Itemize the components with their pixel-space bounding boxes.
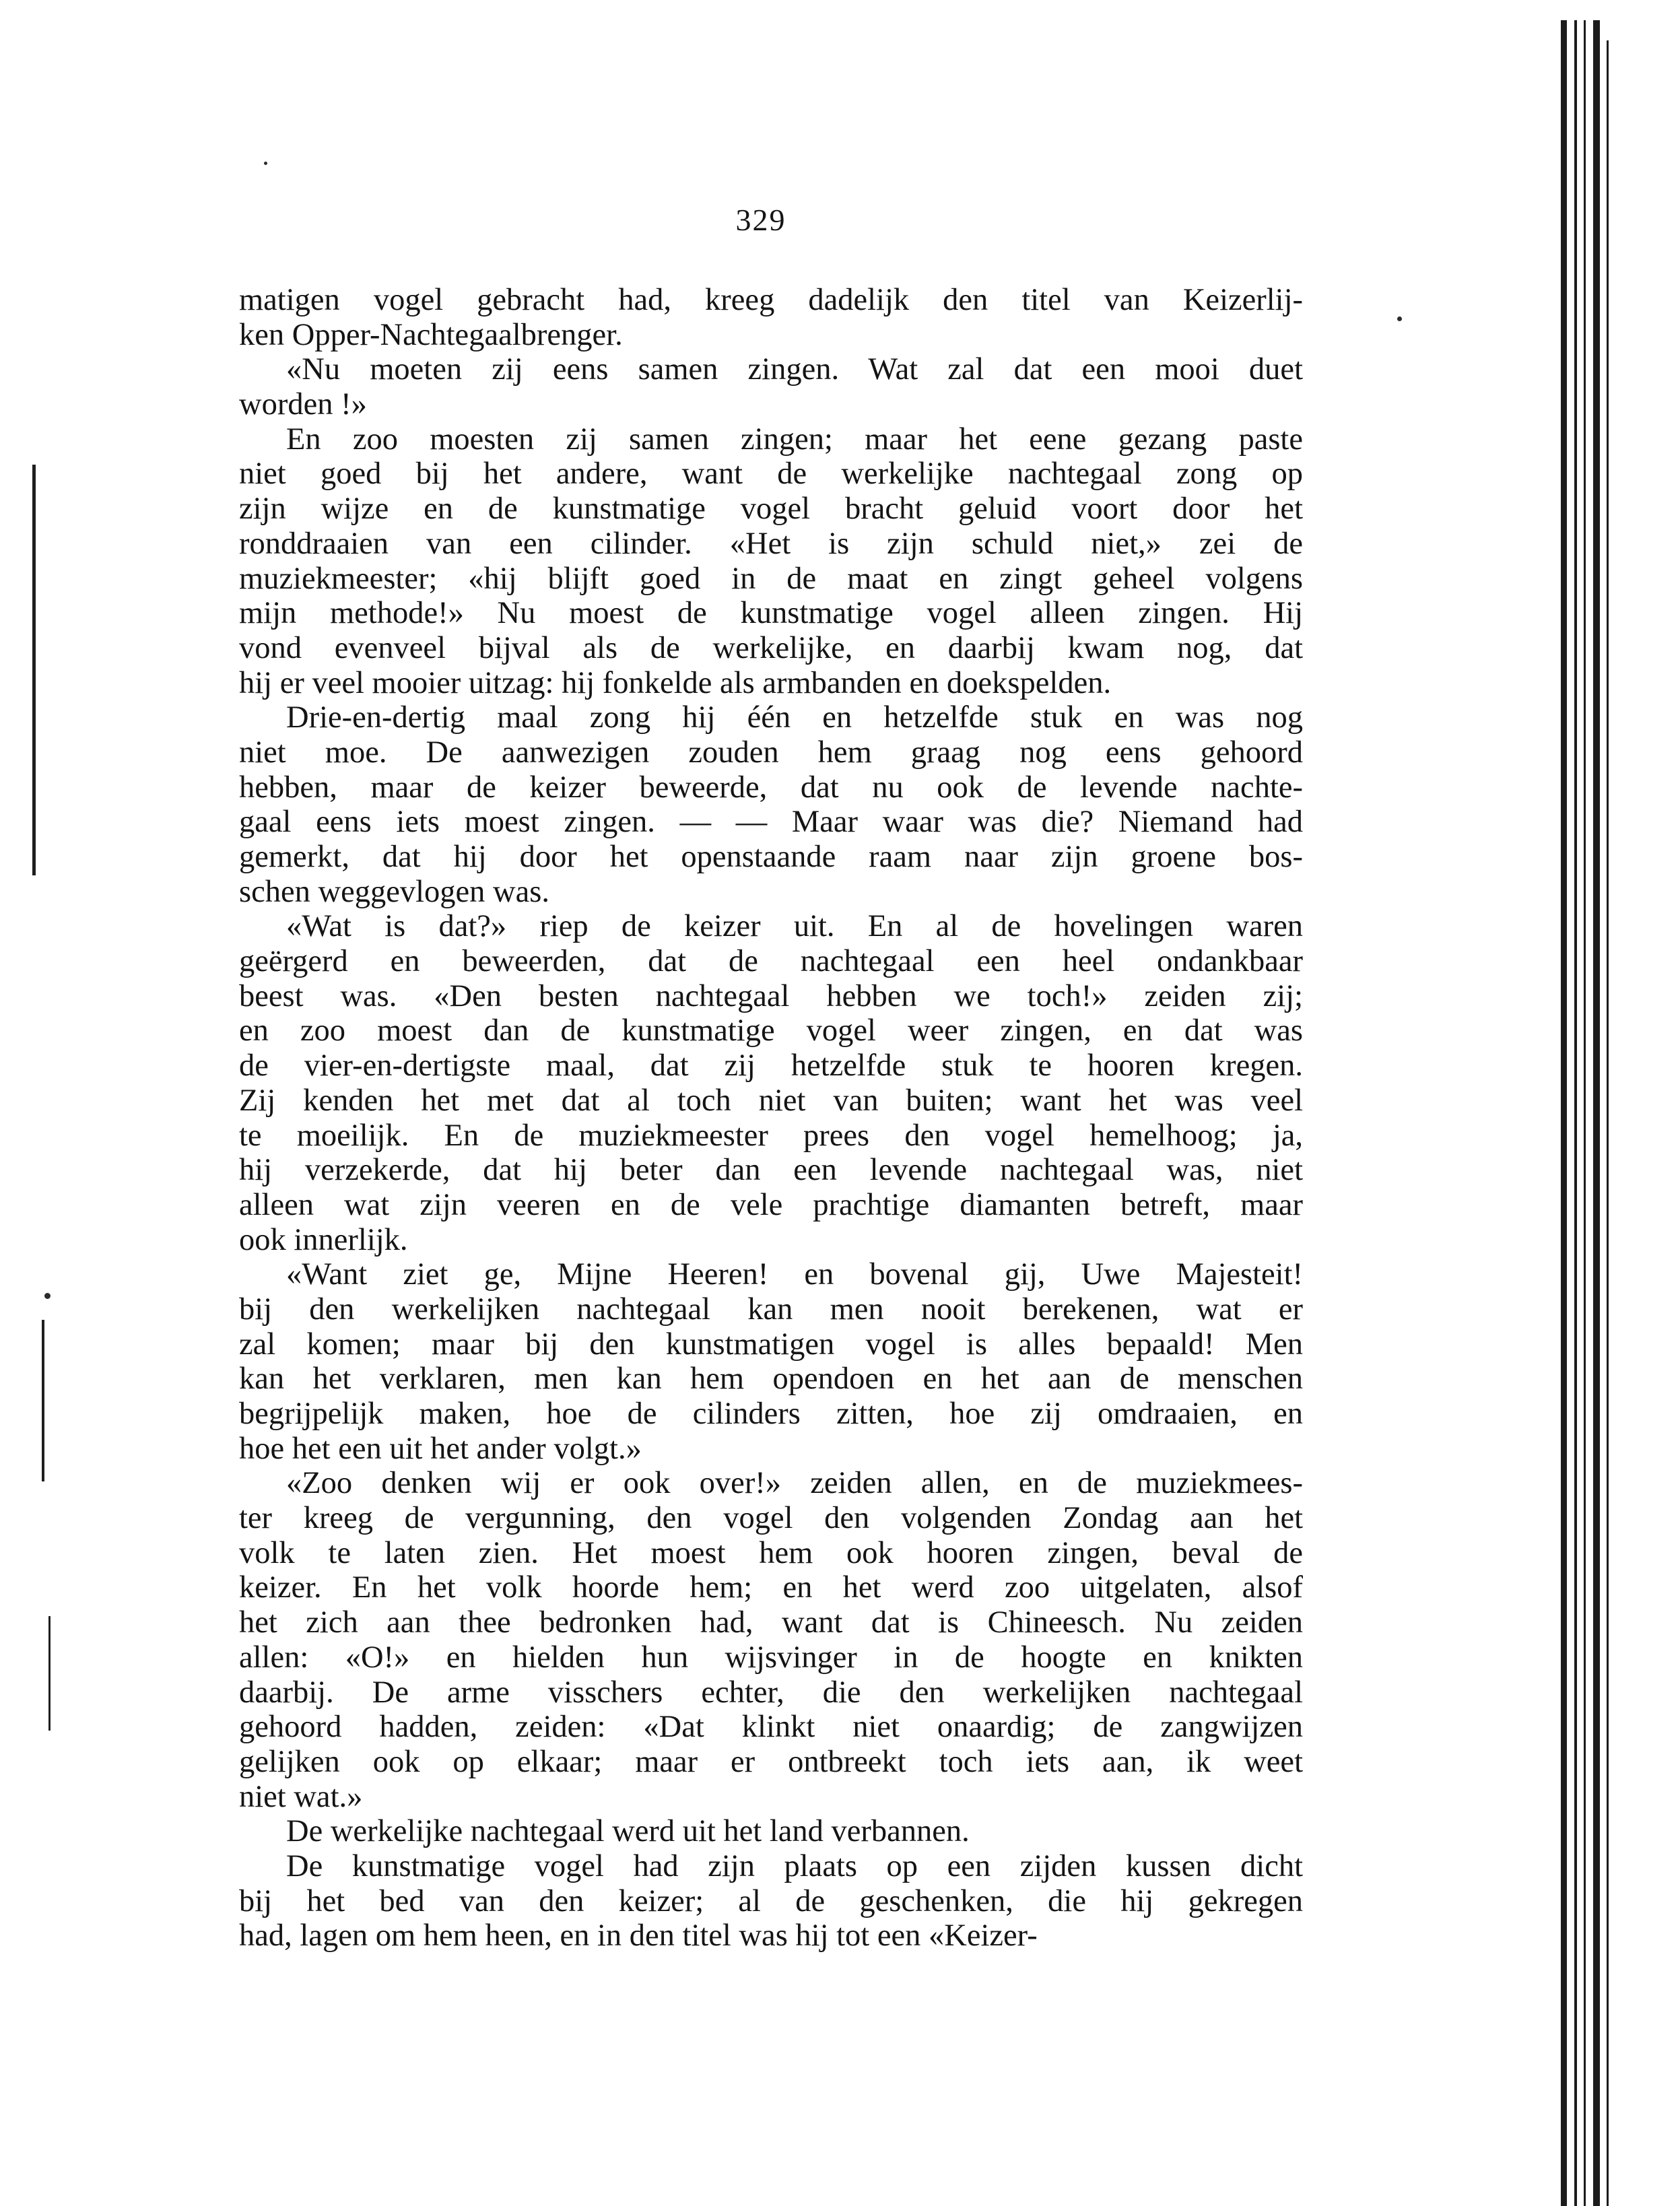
text-line: keizer. En het volk hoorde hem; en het werd zoo uitgelaten, alsof xyxy=(239,1570,1303,1605)
paragraph xyxy=(239,1849,1303,1953)
text-line: ook innerlijk. xyxy=(239,1222,408,1257)
text-line: zijn wijze en de kunstmatige vogel bracht geluid voort door het xyxy=(239,492,1303,527)
spine-line xyxy=(1574,20,1577,2206)
text-line: te moeilijk. En de muziekmeester prees den vogel hemelhoog; ja, xyxy=(239,1118,1303,1153)
text-line: geërgerd en beweerden, dat de nachtegaal een heel ondankbaar xyxy=(239,944,1303,979)
text-line: hij er veel mooier uitzag: hij fonkelde als armbanden en doekspelden. xyxy=(239,665,1112,700)
paragraph xyxy=(239,422,1303,701)
text-line: Drie-en-dertig maal zong hij één en hetzelfde stuk en was nog xyxy=(286,700,1303,735)
text-line: «Want ziet ge, Mijne Heeren! en bovenal gij, Uwe Majesteit! xyxy=(286,1257,1303,1292)
text-line: zal komen; maar bij den kunstmatigen vogel is alles bepaald! Men xyxy=(239,1327,1303,1362)
spine-line xyxy=(1607,40,1609,2206)
spine-line xyxy=(1561,20,1567,2206)
text-line: kan het verklaren, men kan hem opendoen en het aan de menschen xyxy=(239,1362,1303,1397)
paragraph xyxy=(239,909,1303,1257)
text-line: de vier-en-dertigste maal, dat zij hetzelfde stuk te hooren kregen. xyxy=(239,1048,1303,1083)
paragraph xyxy=(239,352,1303,422)
text-line: niet wat.» xyxy=(239,1779,363,1814)
margin-mark xyxy=(42,1320,44,1481)
text-line: worden !» xyxy=(239,387,367,422)
text-line: ken Opper-Nachtegaalbrenger. xyxy=(239,317,623,352)
spine-line xyxy=(1584,20,1586,2206)
paragraph xyxy=(239,283,1303,352)
text-line: hoe het een uit het ander volgt.» xyxy=(239,1431,642,1466)
text-line: het zich aan thee bedronken had, want dat is Chineesch. Nu zeiden xyxy=(239,1605,1303,1640)
page-number: 329 xyxy=(735,203,786,237)
text-line: «Nu moeten zij eens samen zingen. Wat zal dat een mooi duet xyxy=(286,352,1303,387)
text-line: begrijpelijk maken, hoe de cilinders zitten, hoe zij omdraaien, en xyxy=(239,1397,1303,1431)
text-line: hebben, maar de keizer beweerde, dat nu ook de levende nachte- xyxy=(239,770,1303,805)
margin-mark xyxy=(48,1616,51,1731)
text-line: bij den werkelijken nachtegaal kan men nooit berekenen, wat er xyxy=(239,1292,1303,1327)
text-line: «Wat is dat?» riep de keizer uit. En al de hovelingen waren xyxy=(286,909,1303,944)
text-line: De werkelijke nachtegaal werd uit het land verbannen. xyxy=(286,1814,970,1849)
text-line: ter kreeg de vergunning, den vogel den volgenden Zondag aan het xyxy=(239,1501,1303,1536)
text-line: ronddraaien van een cilinder. «Het is zijn schuld niet,» zei de xyxy=(239,526,1303,561)
paragraph xyxy=(239,1466,1303,1814)
text-line: en zoo moest dan de kunstmatige vogel weer zingen, en dat was xyxy=(239,1013,1303,1048)
text-line: hij verzekerde, dat hij beter dan een levende nachtegaal was, niet xyxy=(239,1153,1303,1188)
text-line: vond evenveel bijval als de werkelijke, en daarbij kwam nog, dat xyxy=(239,630,1303,665)
text-block xyxy=(239,283,1303,1953)
text-line: beest was. «Den besten nachtegaal hebben we toch!» zeiden zij; xyxy=(239,978,1303,1013)
text-line: mijn methode!» Nu moest de kunstmatige vogel alleen zingen. Hij xyxy=(239,596,1303,631)
text-line: schen weggevlogen was. xyxy=(239,874,549,909)
text-line: matigen vogel gebracht had, kreeg dadelijk den titel van Keizerlij- xyxy=(239,283,1303,317)
margin-mark xyxy=(32,465,36,875)
text-line: gaal eens iets moest zingen. — — Maar waar was die? Niemand had xyxy=(239,805,1303,840)
text-line: En zoo moesten zij samen zingen; maar het eene gezang paste xyxy=(286,422,1303,457)
text-line: bij het bed van den keizer; al de geschenken, die hij gekregen xyxy=(239,1883,1303,1918)
speck xyxy=(264,162,267,165)
speck xyxy=(1397,316,1402,321)
text-line: allen: «O!» en hielden hun wijsvinger in de hoogte en knikten xyxy=(239,1640,1303,1675)
text-line: gehoord hadden, zeiden: «Dat klinkt niet onaardig; de zangwijzen xyxy=(239,1710,1303,1745)
text-line: niet moe. De aanwezigen zouden hem graag nog eens gehoord xyxy=(239,735,1303,770)
text-line: had, lagen om hem heen, en in den titel was hij tot een «Keizer- xyxy=(239,1918,1038,1953)
text-line: De kunstmatige vogel had zijn plaats op een zijden kussen dicht xyxy=(286,1848,1303,1883)
paragraph xyxy=(239,1257,1303,1466)
text-line: alleen wat zijn veeren en de vele prachtige diamanten betreft, maar xyxy=(239,1187,1303,1222)
text-line: daarbij. De arme visschers echter, die den werkelijken nachtegaal xyxy=(239,1675,1303,1710)
spine-line xyxy=(1593,20,1600,2206)
text-line: «Zoo denken wij er ook over!» zeiden allen, en de muziekmees- xyxy=(286,1466,1303,1501)
speck xyxy=(44,1293,51,1299)
text-line: gemerkt, dat hij door het openstaande raam naar zijn groene bos- xyxy=(239,840,1303,874)
text-line: Zij kenden het met dat al toch niet van buiten; want het was veel xyxy=(239,1083,1303,1118)
paragraph xyxy=(239,700,1303,909)
paragraph xyxy=(239,1814,1303,1849)
text-line: volk te laten zien. Het moest hem ook hooren zingen, beval de xyxy=(239,1535,1303,1570)
text-line: niet goed bij het andere, want de werkelijke nachtegaal zong op xyxy=(239,457,1303,492)
text-line: muziekmeester; «hij blijft goed in de maat en zingt geheel volgens xyxy=(239,561,1303,596)
text-line: gelijken ook op elkaar; maar er ontbreekt toch iets aan, ik weet xyxy=(239,1744,1303,1779)
